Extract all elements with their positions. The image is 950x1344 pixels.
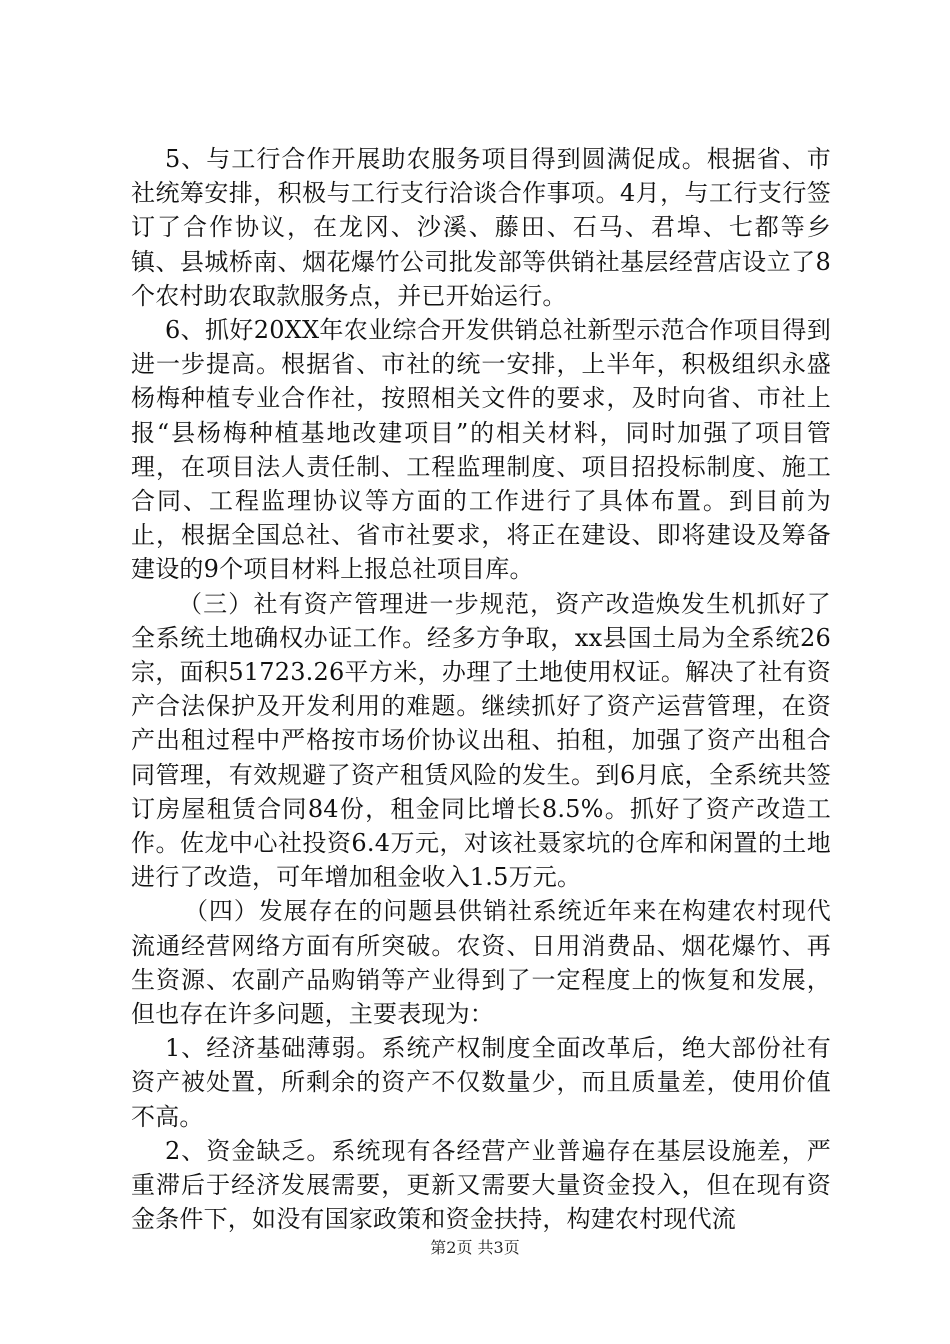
paragraph-issue-2: 2、资金缺乏。系统现有各经营产业普遍存在基层设施差，严重滞后于经济发展需要，更新又需要大量资金投入，但在现有资金条件下，如没有国家政策和资金扶持，构建农村现代流 <box>131 1136 831 1234</box>
paragraph-section-3: （三）社有资产管理进一步规范，资产改造焕发生机抓好了全系统土地确权办证工作。经多方争取，xx县国土局为全系统26宗，面积51723.26平方米，办理了土地使用权证。解决了社有资产合法保护及开发利用的难题。继续抓好了资产运营管理，在资产出租过程中严格按市场价协议出租、拍租，加强了资产出租合同管理，有效规避了资产租赁风险的发生。到6月底，全系统共签订房屋租赁合同84份，租金同比增长8.5%。抓好了资产改造工作。佐龙中心社投资6.4万元，对该社聂家坑的仓库和闲置的土地进行了改造，可年增加租金收入1.5万元。 <box>131 589 831 892</box>
paragraph-section-4: （四）发展存在的问题县供销社系统近年来在构建农村现代流通经营网络方面有所突破。农资、日用消费品、烟花爆竹、再生资源、农副产品购销等产业得到了一定程度上的恢复和发展，但也存在许多问题，主要表现为： <box>131 897 831 1029</box>
paragraph-item-5: 5、与工行合作开展助农服务项目得到圆满促成。根据省、市社统筹安排，积极与工行支行洽谈合作事项。4月，与工行支行签订了合作协议，在龙冈、沙溪、藤田、石马、君埠、七都等乡镇、县城桥南、烟花爆竹公司批发部等供销社基层经营店设立了8个农村助农取款服务点，并已开始运行。 <box>131 145 831 310</box>
document-body <box>131 142 831 1237</box>
paragraph-item-6: 6、抓好20XX年农业综合开发供销总社新型示范合作项目得到进一步提高。根据省、市社的统一安排，上半年，积极组织永盛杨梅种植专业合作社，按照相关文件的要求，及时向省、市社上报“县杨梅种植基地改建项目”的相关材料，同时加强了项目管理，在项目法人责任制、工程监理制度、项目招投标制度、施工合同、工程监理协议等方面的工作进行了具体布置。到目前为止，根据全国总社、省市社要求，将正在建设、即将建设及筹备建设的9个项目材料上报总社项目库。 <box>131 316 831 584</box>
paragraph-issue-1: 1、经济基础薄弱。系统产权制度全面改革后，绝大部份社有资产被处置，所剩余的资产不仅数量少，而且质量差，使用价值不高。 <box>131 1034 831 1131</box>
page-footer: 第2页 共3页 <box>430 1238 520 1257</box>
